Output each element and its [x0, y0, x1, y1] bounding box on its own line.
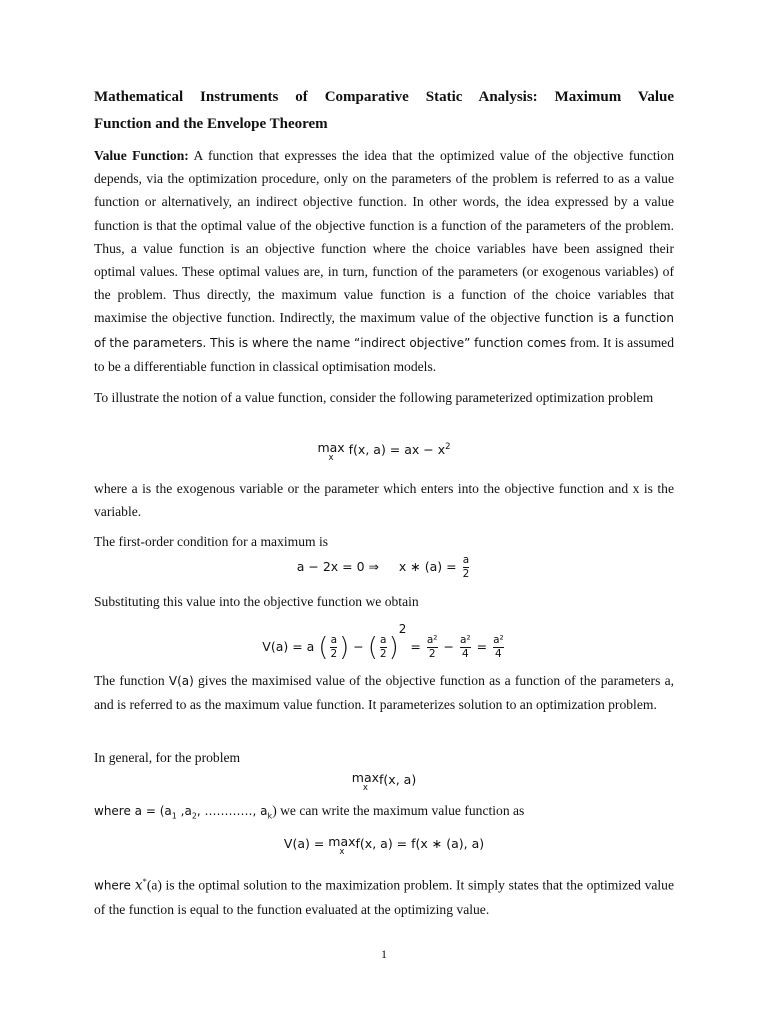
fraction-2: $\frac{a}{2}$ — [379, 634, 387, 660]
max-operator-2: max x — [351, 770, 380, 793]
foc-text: The first-order condition for a maximum is — [94, 534, 329, 549]
max-operator-3: max x — [328, 834, 356, 857]
fraction-3: $\frac{\text{a²}}{2}$ — [426, 634, 438, 660]
page-title — [94, 84, 674, 138]
fraction-1: $\frac{a}{2}$ — [330, 634, 338, 660]
max-operator: max x — [317, 440, 345, 463]
value-function-text: A function that expresses the idea that the optimized value of the objective function depends, via the optimization procedure, only on the parameters of the problem is referred to as a value function or alternatively, an indirect objective function. In other words, the idea expressed by a value function is that the optimal value of the objective function is a function of the parameters of the problem. Thus, a value function is an objective function where the choice variables have been assigned their optimal values. These optimal values are, in turn, function of the parameters (or exogenous variables) of the problem. Thus directly, the maximum value function is a function of the choice variables that maximise the objective function. Indirectly, the maximum value of the objective — [94, 148, 674, 326]
value-function-tail: from. It is assumed to be a differentiable function in classical optimisation models. — [94, 334, 674, 374]
illustrate-text: To illustrate the notion of a value function, consider the following parameterized optimization problem — [94, 390, 654, 405]
equation-general-problem: max x f(x, a) — [351, 770, 417, 793]
title-line-2: Function and the Envelope Theorem — [94, 116, 328, 132]
where-x-paragraph: where x*(a) is the optimal solution to the maximization problem. It simply states that the optimized value of the function is equal to the function evaluated at the optimizing value. — [94, 876, 675, 917]
equation-max-value-function: V(a) = max x f(x, a) = f(x ∗ (a), a) — [283, 834, 485, 857]
fraction-4: $\frac{\text{a²}}{4}$ — [459, 634, 471, 660]
foc-paragraph — [94, 530, 674, 553]
the-function-paragraph: The function V(a) gives the maximised value of the objective function as a function of the parameters a, and is referred to as the maximum value function. It parameterizes solution to an optimization problem. — [94, 673, 674, 713]
where-a-text: where a is the exogenous variable or the parameter which enters into the objective function and x is the variable. — [94, 481, 674, 520]
fraction-a-over-2: $\frac{a}{2}$ — [462, 554, 470, 580]
where-a-paragraph — [94, 477, 674, 523]
fraction-5: $\frac{\text{a²}}{4}$ — [493, 634, 504, 660]
where-vector-paragraph: where $a = (a_1$ $,a_2$, …………, $a_k$) we can write the maximum value function as — [94, 803, 525, 821]
in-general-paragraph — [94, 746, 674, 769]
substituting-text: Substituting this value into the objective function we obtain — [94, 594, 419, 609]
value-function-sans-text: function is a function of the parameters. This is where the name “indirect objective” function comes — [94, 311, 674, 350]
value-function-label: Value Function: — [94, 148, 189, 163]
illustrate-paragraph — [94, 386, 674, 409]
equation-objective: max x f(x, a) = ax − $x^2$ — [317, 440, 451, 463]
v-lhs: V(a) = a — [262, 639, 315, 654]
foc-xstar: x ∗ (a) = — [398, 559, 457, 574]
equation-value-function: V(a) = a ( $\frac{a}{2}$ ) − ( $\frac{a}{2}$ )$^2$ = $\frac{\text{a²}}{2}$ − $\frac{\text{a²}}{4}$ = $\frac{\text{a²}}{4}$ — [262, 622, 504, 663]
foc-lhs: a − 2x = 0 ⇒ — [296, 559, 380, 574]
value-function-paragraph — [94, 144, 674, 378]
title-line-1: Mathematical Instruments of Comparative Static Analysis: Maximum Value — [94, 89, 674, 105]
substituting-paragraph — [94, 590, 674, 613]
equation-foc — [94, 555, 674, 580]
v-of-a: V(a) — [168, 674, 194, 688]
page-number: 1 — [381, 947, 387, 961]
in-general-text: In general, for the problem — [94, 750, 241, 765]
objective-function: f(x, a) = ax − x — [348, 442, 446, 458]
